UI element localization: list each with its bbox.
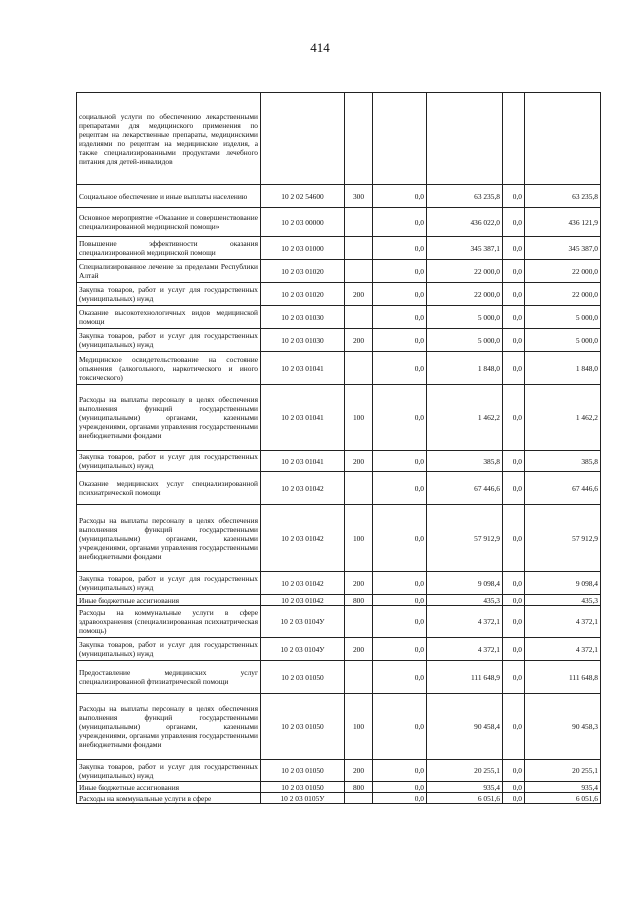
value-col-2: 22 000,0 <box>427 260 503 283</box>
value-col-1: 0,0 <box>373 451 427 472</box>
row-description: Предоставление медицинских услуг специализированной фтизиатрической помощи <box>77 661 261 694</box>
value-col-2: 6 051,6 <box>427 793 503 804</box>
value-col-1: 0,0 <box>373 260 427 283</box>
budget-table <box>76 92 601 804</box>
value-col-3: 0,0 <box>503 793 525 804</box>
table-row <box>77 385 601 451</box>
expense-type-code: 800 <box>345 782 373 793</box>
value-col-1: 0,0 <box>373 185 427 208</box>
value-col-3: 0,0 <box>503 472 525 505</box>
expense-type-code <box>345 472 373 505</box>
table-row <box>77 352 601 385</box>
value-col-3: 0,0 <box>503 260 525 283</box>
value-col-1: 0,0 <box>373 472 427 505</box>
row-description: Повышение эффективности оказания специализированной медицинской помощи <box>77 237 261 260</box>
value-col-1: 0,0 <box>373 306 427 329</box>
target-article-code: 10 2 03 01030 <box>261 306 345 329</box>
value-col-1: 0,0 <box>373 237 427 260</box>
value-col-1: 0,0 <box>373 352 427 385</box>
target-article-code: 10 2 03 01042 <box>261 572 345 595</box>
budget-table-body <box>77 93 601 804</box>
value-col-4: 57 912,9 <box>525 505 601 572</box>
table-row <box>77 306 601 329</box>
value-col-2: 111 648,9 <box>427 661 503 694</box>
value-col-3: 0,0 <box>503 595 525 606</box>
value-col-3: 0,0 <box>503 505 525 572</box>
row-description: Медицинское освидетельствование на состояние опьянения (алкогольного, наркотического и иного токсического) <box>77 352 261 385</box>
value-col-2: 67 446,6 <box>427 472 503 505</box>
value-col-4: 9 098,4 <box>525 572 601 595</box>
target-article-code: 10 2 03 01042 <box>261 505 345 572</box>
row-description: Основное мероприятие «Оказание и совершенствование специализированной медицинской помощи» <box>77 208 261 237</box>
value-col-1 <box>373 93 427 185</box>
value-col-1: 0,0 <box>373 572 427 595</box>
expense-type-code: 200 <box>345 760 373 782</box>
expense-type-code: 200 <box>345 572 373 595</box>
target-article-code: 10 2 03 01041 <box>261 385 345 451</box>
row-description: Закупка товаров, работ и услуг для государственных (муниципальных) нужд <box>77 329 261 352</box>
table-row <box>77 638 601 661</box>
target-article-code: 10 2 03 0105У <box>261 793 345 804</box>
row-description: Специализированное лечение за пределами Республики Алтай <box>77 260 261 283</box>
row-description: Социальное обеспечение и иные выплаты населению <box>77 185 261 208</box>
table-row <box>77 93 601 185</box>
target-article-code: 10 2 03 01050 <box>261 760 345 782</box>
value-col-2: 57 912,9 <box>427 505 503 572</box>
expense-type-code <box>345 352 373 385</box>
page-number: 414 <box>310 40 330 55</box>
expense-type-code: 100 <box>345 385 373 451</box>
value-col-3 <box>503 93 525 185</box>
value-col-4: 935,4 <box>525 782 601 793</box>
expense-type-code: 200 <box>345 283 373 306</box>
value-col-4: 385,8 <box>525 451 601 472</box>
row-description: Оказание медицинских услуг специализированной психиатрической помощи <box>77 472 261 505</box>
value-col-3: 0,0 <box>503 782 525 793</box>
target-article-code: 10 2 03 01020 <box>261 283 345 306</box>
target-article-code <box>261 93 345 185</box>
target-article-code: 10 2 03 01000 <box>261 237 345 260</box>
expense-type-code <box>345 606 373 638</box>
row-description: Иные бюджетные ассигнования <box>77 595 261 606</box>
table-row <box>77 793 601 804</box>
target-article-code: 10 2 03 0104У <box>261 638 345 661</box>
expense-type-code <box>345 661 373 694</box>
expense-type-code <box>345 237 373 260</box>
target-article-code: 10 2 03 01050 <box>261 694 345 760</box>
table-row <box>77 760 601 782</box>
value-col-1: 0,0 <box>373 760 427 782</box>
table-row <box>77 694 601 760</box>
row-description: Закупка товаров, работ и услуг для государственных (муниципальных) нужд <box>77 451 261 472</box>
value-col-1: 0,0 <box>373 505 427 572</box>
value-col-4: 1 462,2 <box>525 385 601 451</box>
row-description: Расходы на коммунальные услуги в сфере здравоохранения (специализированная психиатрическая помощь) <box>77 606 261 638</box>
value-col-3: 0,0 <box>503 329 525 352</box>
value-col-2: 4 372,1 <box>427 638 503 661</box>
row-description: Расходы на выплаты персоналу в целях обеспечения выполнения функций государственными (муниципальными) органами, казенными учреждениями, органами управления государственными внебюджетными фондами <box>77 505 261 572</box>
value-col-1: 0,0 <box>373 793 427 804</box>
value-col-3: 0,0 <box>503 638 525 661</box>
value-col-1: 0,0 <box>373 606 427 638</box>
value-col-4: 1 848,0 <box>525 352 601 385</box>
value-col-1: 0,0 <box>373 208 427 237</box>
value-col-4: 111 648,8 <box>525 661 601 694</box>
value-col-1: 0,0 <box>373 661 427 694</box>
table-row <box>77 782 601 793</box>
value-col-4: 20 255,1 <box>525 760 601 782</box>
value-col-2: 5 000,0 <box>427 329 503 352</box>
table-row <box>77 472 601 505</box>
expense-type-code <box>345 93 373 185</box>
value-col-4: 67 446,6 <box>525 472 601 505</box>
value-col-4: 5 000,0 <box>525 329 601 352</box>
value-col-3: 0,0 <box>503 306 525 329</box>
value-col-1: 0,0 <box>373 595 427 606</box>
table-row <box>77 606 601 638</box>
row-description: Иные бюджетные ассигнования <box>77 782 261 793</box>
table-row <box>77 208 601 237</box>
table-row <box>77 185 601 208</box>
table-row <box>77 451 601 472</box>
row-description: Расходы на выплаты персоналу в целях обеспечения выполнения функций государственными (муниципальными) органами, казенными учреждениями, органами управления государственными внебюджетными фондами <box>77 694 261 760</box>
value-col-3: 0,0 <box>503 694 525 760</box>
row-description: Закупка товаров, работ и услуг для государственных (муниципальных) нужд <box>77 283 261 306</box>
value-col-3: 0,0 <box>503 237 525 260</box>
target-article-code: 10 2 03 00000 <box>261 208 345 237</box>
value-col-3: 0,0 <box>503 451 525 472</box>
value-col-3: 0,0 <box>503 185 525 208</box>
value-col-3: 0,0 <box>503 385 525 451</box>
target-article-code: 10 2 03 01050 <box>261 661 345 694</box>
target-article-code: 10 2 03 01050 <box>261 782 345 793</box>
expense-type-code: 200 <box>345 329 373 352</box>
row-description: Расходы на выплаты персоналу в целях обеспечения выполнения функций государственными (муниципальными) органами, казенными учреждениями, органами управления государственными внебюджетными фондами <box>77 385 261 451</box>
table-row <box>77 505 601 572</box>
value-col-2: 435,3 <box>427 595 503 606</box>
table-row <box>77 661 601 694</box>
target-article-code: 10 2 03 01041 <box>261 352 345 385</box>
expense-type-code <box>345 208 373 237</box>
value-col-2: 63 235,8 <box>427 185 503 208</box>
value-col-2: 5 000,0 <box>427 306 503 329</box>
value-col-1: 0,0 <box>373 694 427 760</box>
value-col-1: 0,0 <box>373 385 427 451</box>
value-col-2: 22 000,0 <box>427 283 503 306</box>
value-col-2: 345 387,1 <box>427 237 503 260</box>
value-col-2: 20 255,1 <box>427 760 503 782</box>
row-description: Оказание высокотехнологичных видов медицинской помощи <box>77 306 261 329</box>
value-col-2: 1 848,0 <box>427 352 503 385</box>
target-article-code: 10 2 03 01042 <box>261 595 345 606</box>
expense-type-code: 100 <box>345 505 373 572</box>
value-col-2: 935,4 <box>427 782 503 793</box>
value-col-4: 22 000,0 <box>525 260 601 283</box>
target-article-code: 10 2 03 0104У <box>261 606 345 638</box>
value-col-4 <box>525 93 601 185</box>
value-col-4: 4 372,1 <box>525 638 601 661</box>
expense-type-code: 800 <box>345 595 373 606</box>
row-description: Закупка товаров, работ и услуг для государственных (муниципальных) нужд <box>77 638 261 661</box>
value-col-3: 0,0 <box>503 606 525 638</box>
value-col-4: 5 000,0 <box>525 306 601 329</box>
expense-type-code: 100 <box>345 694 373 760</box>
row-description: социальной услуги по обеспечению лекарственными препаратами для медицинского применения по рецептам на лекарственные препараты, медицинскими изделиями по рецептам на медицинские изделия, а также специализированными продуктами лечебного питания для детей-инвалидов <box>77 93 261 185</box>
value-col-1: 0,0 <box>373 283 427 306</box>
expense-type-code: 200 <box>345 638 373 661</box>
value-col-2: 1 462,2 <box>427 385 503 451</box>
value-col-4: 90 458,3 <box>525 694 601 760</box>
value-col-1: 0,0 <box>373 782 427 793</box>
target-article-code: 10 2 03 01020 <box>261 260 345 283</box>
value-col-4: 435,3 <box>525 595 601 606</box>
row-description: Закупка товаров, работ и услуг для государственных (муниципальных) нужд <box>77 572 261 595</box>
value-col-1: 0,0 <box>373 329 427 352</box>
table-row <box>77 329 601 352</box>
expense-type-code <box>345 260 373 283</box>
target-article-code: 10 2 03 01030 <box>261 329 345 352</box>
row-description: Расходы на коммунальные услуги в сфере <box>77 793 261 804</box>
value-col-3: 0,0 <box>503 352 525 385</box>
expense-type-code <box>345 793 373 804</box>
expense-type-code: 300 <box>345 185 373 208</box>
value-col-4: 436 121,9 <box>525 208 601 237</box>
value-col-2 <box>427 93 503 185</box>
table-row <box>77 595 601 606</box>
value-col-3: 0,0 <box>503 661 525 694</box>
table-row <box>77 283 601 306</box>
value-col-2: 4 372,1 <box>427 606 503 638</box>
value-col-2: 90 458,4 <box>427 694 503 760</box>
value-col-4: 4 372,1 <box>525 606 601 638</box>
table-row <box>77 237 601 260</box>
value-col-2: 385,8 <box>427 451 503 472</box>
value-col-3: 0,0 <box>503 208 525 237</box>
expense-type-code: 200 <box>345 451 373 472</box>
value-col-3: 0,0 <box>503 572 525 595</box>
table-row <box>77 572 601 595</box>
value-col-2: 9 098,4 <box>427 572 503 595</box>
target-article-code: 10 2 03 01041 <box>261 451 345 472</box>
expense-type-code <box>345 306 373 329</box>
value-col-3: 0,0 <box>503 283 525 306</box>
target-article-code: 10 2 03 01042 <box>261 472 345 505</box>
value-col-1: 0,0 <box>373 638 427 661</box>
value-col-4: 22 000,0 <box>525 283 601 306</box>
target-article-code: 10 2 02 54600 <box>261 185 345 208</box>
value-col-2: 436 022,0 <box>427 208 503 237</box>
row-description: Закупка товаров, работ и услуг для государственных (муниципальных) нужд <box>77 760 261 782</box>
value-col-4: 6 051,6 <box>525 793 601 804</box>
value-col-3: 0,0 <box>503 760 525 782</box>
table-row <box>77 260 601 283</box>
value-col-4: 63 235,8 <box>525 185 601 208</box>
value-col-4: 345 387,0 <box>525 237 601 260</box>
